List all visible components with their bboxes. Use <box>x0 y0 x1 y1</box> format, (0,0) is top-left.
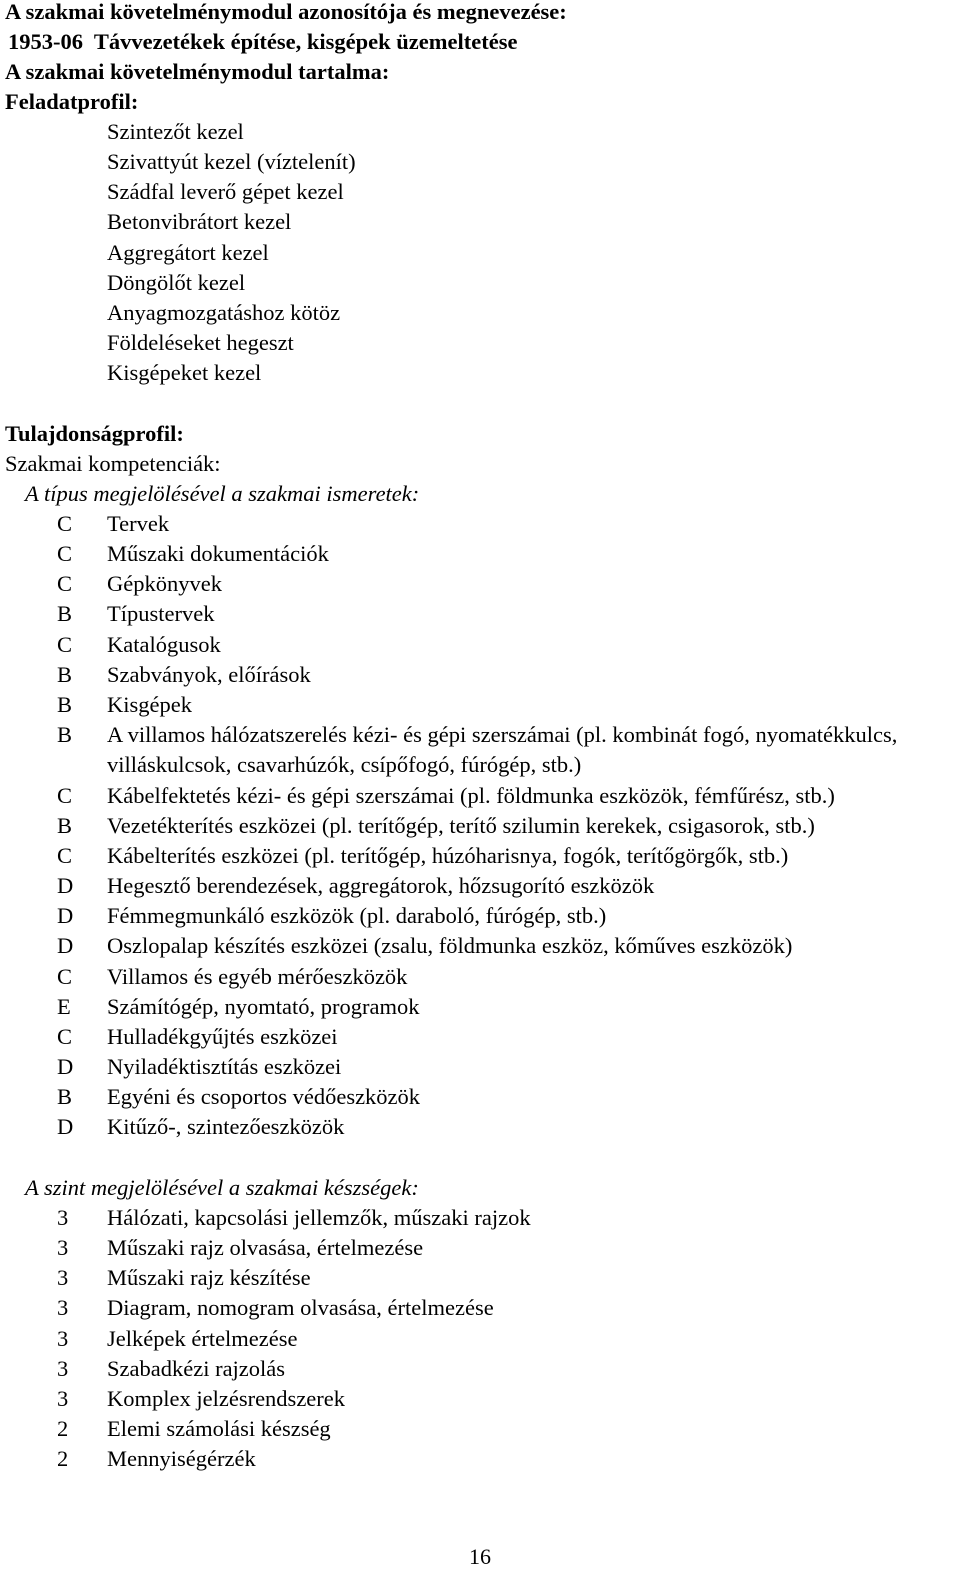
knowledge-type-code: D <box>57 1114 74 1139</box>
skill-level-code: 3 <box>57 1265 69 1290</box>
knowledge-text: Szabványok, előírások <box>107 662 311 687</box>
property-profile-heading: Tulajdonságprofil: <box>5 421 184 446</box>
knowledge-heading: A típus megjelölésével a szakmai ismeretek: <box>25 481 420 506</box>
list-item: Betonvibrátort kezel <box>107 209 292 234</box>
table-row <box>57 1384 937 1414</box>
skill-text: Műszaki rajz készítése <box>107 1265 311 1290</box>
table-row <box>57 1414 937 1444</box>
knowledge-type-code: D <box>57 933 74 958</box>
knowledge-type-code: D <box>57 1054 74 1079</box>
table-row <box>57 720 937 780</box>
table-row <box>57 931 937 961</box>
table-row <box>57 901 937 931</box>
knowledge-type-code: E <box>57 994 71 1019</box>
knowledge-type-code: C <box>57 783 73 808</box>
knowledge-type-code: D <box>57 873 74 898</box>
module-content-heading: A szakmai követelménymodul tartalma: <box>5 59 390 84</box>
knowledge-text: Kábelfektetés kézi- és gépi szerszámai (pl. földmunka eszközök, fémfűrész, stb.) <box>107 783 835 808</box>
list-item: Kisgépeket kezel <box>107 360 262 385</box>
skill-text: Hálózati, kapcsolási jellemzők, műszaki rajzok <box>107 1205 531 1230</box>
knowledge-text: A villamos hálózatszerelés kézi- és gépi szerszámai (pl. kombinát fogó, nyomatékkulcs, villáskulcsok, csavarhúzók, csípőfogó, fúrógép, stb.) <box>107 722 898 778</box>
skill-text: Diagram, nomogram olvasása, értelmezése <box>107 1295 494 1320</box>
skill-level-code: 3 <box>57 1386 69 1411</box>
table-row <box>57 841 937 871</box>
knowledge-type-code: D <box>57 903 74 928</box>
table-row <box>57 599 937 629</box>
table-row <box>57 660 937 690</box>
skill-text: Jelképek értelmezése <box>107 1326 298 1351</box>
knowledge-text: Kisgépek <box>107 692 192 717</box>
table-row <box>57 1203 937 1233</box>
knowledge-type-code: B <box>57 692 73 717</box>
table-row <box>57 1233 937 1263</box>
skill-level-code: 3 <box>57 1356 69 1381</box>
knowledge-type-code: B <box>57 601 73 626</box>
knowledge-type-code: B <box>57 662 73 687</box>
table-row <box>57 1263 937 1293</box>
table-row <box>57 690 937 720</box>
knowledge-type-code: B <box>57 1084 73 1109</box>
skill-level-code: 3 <box>57 1326 69 1351</box>
table-row <box>57 1293 937 1323</box>
list-item: Szivattyút kezel (víztelenít) <box>107 149 356 174</box>
knowledge-type-code: C <box>57 1024 73 1049</box>
table-row <box>57 962 937 992</box>
table-row <box>57 1052 937 1082</box>
knowledge-text: Nyiladéktisztítás eszközei <box>107 1054 342 1079</box>
knowledge-text: Katalógusok <box>107 632 221 657</box>
competences-heading: Szakmai kompetenciák: <box>5 451 221 476</box>
table-row <box>57 569 937 599</box>
knowledge-type-code: C <box>57 511 73 536</box>
knowledge-text: Kábelterítés eszközei (pl. terítőgép, húzóharisnya, fogók, terítőgörgők, stb.) <box>107 843 789 868</box>
knowledge-type-code: C <box>57 571 73 596</box>
table-row <box>57 539 937 569</box>
list-item: Szádfal leverő gépet kezel <box>107 179 344 204</box>
module-id: 1953-06 Távvezetékek építése, kisgépek üzemeltetése <box>8 29 518 54</box>
skill-text: Szabadkézi rajzolás <box>107 1356 286 1381</box>
skill-text: Komplex jelzésrendszerek <box>107 1386 346 1411</box>
list-item: Szintezőt kezel <box>107 119 244 144</box>
table-row <box>57 811 937 841</box>
knowledge-text: Oszlopalap készítés eszközei (zsalu, földmunka eszköz, kőműves eszközök) <box>107 933 793 958</box>
knowledge-text: Típustervek <box>107 601 215 626</box>
skills-heading: A szint megjelölésével a szakmai készségek: <box>25 1175 419 1200</box>
skill-text: Műszaki rajz olvasása, értelmezése <box>107 1235 424 1260</box>
table-row <box>57 1354 937 1384</box>
knowledge-text: Vezetékterítés eszközei (pl. terítőgép, terítő szilumin kerekek, csigasorok, stb.) <box>107 813 815 838</box>
list-item: Anyagmozgatáshoz kötöz <box>107 300 341 325</box>
table-row <box>57 1022 937 1052</box>
knowledge-text: Hegesztő berendezések, aggregátorok, hőzsugorító eszközök <box>107 873 655 898</box>
list-item: Aggregátort kezel <box>107 240 269 265</box>
knowledge-type-code: C <box>57 964 73 989</box>
knowledge-text: Gépkönyvek <box>107 571 222 596</box>
page-number: 16 <box>469 1544 491 1569</box>
table-row <box>57 781 937 811</box>
table-row <box>57 992 937 1022</box>
knowledge-text: Villamos és egyéb mérőeszközök <box>107 964 408 989</box>
skill-level-code: 2 <box>57 1446 69 1471</box>
skill-text: Elemi számolási készség <box>107 1416 331 1441</box>
list-item: Döngölőt kezel <box>107 270 246 295</box>
table-row <box>57 871 937 901</box>
knowledge-text: Számítógép, nyomtató, programok <box>107 994 420 1019</box>
knowledge-text: Műszaki dokumentációk <box>107 541 329 566</box>
skill-level-code: 2 <box>57 1416 69 1441</box>
list-item: Földeléseket hegeszt <box>107 330 294 355</box>
table-row <box>57 1112 937 1142</box>
table-row <box>57 1444 937 1474</box>
knowledge-type-code: C <box>57 632 73 657</box>
knowledge-type-code: C <box>57 541 73 566</box>
table-row <box>57 1082 937 1112</box>
skill-text: Mennyiségérzék <box>107 1446 256 1471</box>
knowledge-text: Hulladékgyűjtés eszközei <box>107 1024 338 1049</box>
skill-level-code: 3 <box>57 1205 69 1230</box>
knowledge-type-code: C <box>57 843 73 868</box>
knowledge-type-code: B <box>57 813 73 838</box>
knowledge-text: Kitűző-, szintezőeszközök <box>107 1114 345 1139</box>
skill-level-code: 3 <box>57 1295 69 1320</box>
task-profile-heading: Feladatprofil: <box>5 89 139 114</box>
skill-level-code: 3 <box>57 1235 69 1260</box>
knowledge-text: Tervek <box>107 511 170 536</box>
table-row <box>57 1324 937 1354</box>
knowledge-text: Fémmegmunkáló eszközök (pl. daraboló, fúrógép, stb.) <box>107 903 607 928</box>
knowledge-text: Egyéni és csoportos védőeszközök <box>107 1084 421 1109</box>
table-row <box>57 630 937 660</box>
knowledge-type-code: B <box>57 722 73 747</box>
module-id-heading: A szakmai követelménymodul azonosítója és megnevezése: <box>5 0 567 24</box>
table-row <box>57 509 937 539</box>
